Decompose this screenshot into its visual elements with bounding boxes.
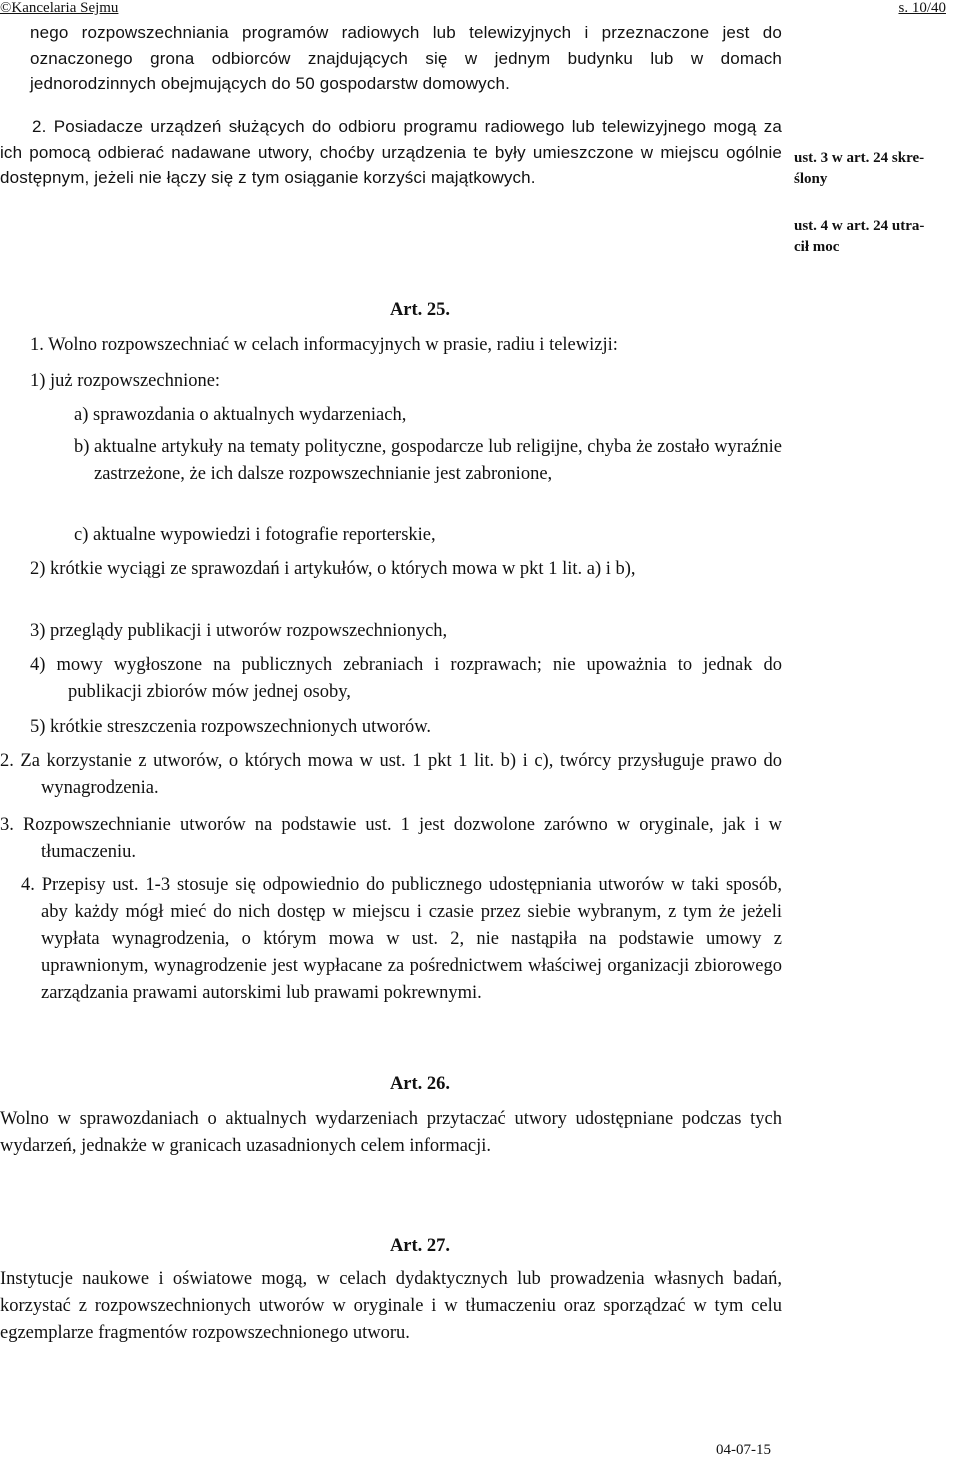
footer-date: 04-07-15: [716, 1442, 771, 1458]
art26-text: Wolno w sprawozdaniach o aktualnych wydarzeniach przytaczać utwory udostępniane podczas tych wydarzeń, jednakże w granicach uzasadnionych celem informacji.: [0, 1109, 782, 1156]
art25-pkt3: 3) przeglądy publikacji i utworów rozpowszechnionych,: [30, 621, 448, 641]
article-25-title: Art. 25.: [389, 300, 451, 320]
header-page-number: s. 10/40: [898, 0, 946, 16]
art27-text: Instytucje naukowe i oświatowe mogą, w celach dydaktycznych lub prowadzenia własnych badań, korzystać z rozpowszechnionych utworów w oryginale i w tłumaczeniu oraz sporządzać w tym celu egzemplarze fragmentów rozpowszechnionego utworu.: [0, 1269, 782, 1343]
art25-pkt4: 4) mowy wygłoszone na publicznych zebraniach i rozprawach; nie upoważnia to jednak do publikacji zbiorów mów jednej osoby,: [30, 655, 782, 702]
art25-pkt1-lit-a: a) sprawozdania o aktualnych wydarzeniach,: [74, 405, 407, 425]
art25-pkt2: 2) krótkie wyciągi ze sprawozdań i artykułów, o których mowa w pkt 1 lit. a) i b),: [30, 559, 636, 579]
article-26-title: Art. 26.: [389, 1074, 451, 1094]
art25-ust1: 1. Wolno rozpowszechniać w celach informacyjnych w prasie, radiu i telewizji:: [30, 335, 618, 355]
art25-pkt1: 1) już rozpowszechnione:: [30, 371, 221, 391]
art25-ust4: 4. Przepisy ust. 1-3 stosuje się odpowiednio do publicznego udostępniania utworów w taki sposób, aby każdy mógł mieć do nich dostęp w miejscu i czasie przez siebie wybranym, z tym że jeżeli wypłata wynagrodzenia, o którym mowa w ust. 2, nie nastąpiła na podstawie umowy z uprawnionym, wynagrodzenie jest wypłacane za pośrednictwem właściwej organizacji zbiorowego zarządzania prawami autorskimi lub prawami pokrewnymi.: [21, 875, 782, 1003]
paragraph-continuation: nego rozpowszechniania programów radiowych lub telewizyjnych i przeznaczone jest do oznaczonego grona odbiorców znajdujących się w jednym budynku lub w domach jednorodzinnych obejmujących do 50 gospodarstw domowych.: [30, 23, 782, 93]
art25-pkt5: 5) krótkie streszczenia rozpowszechnionych utworów.: [30, 717, 432, 737]
side-note-ust4: ust. 4 w art. 24 utra- cił moc: [794, 218, 925, 255]
art25-pkt1-lit-c: c) aktualne wypowiedzi i fotografie reporterskie,: [74, 525, 436, 545]
side-note-ust3: ust. 3 w art. 24 skre- ślony: [794, 150, 925, 187]
header-publisher: ©Kancelaria Sejmu: [0, 0, 119, 16]
paragraph-ust-2: 2. Posiadacze urządzeń służących do odbioru programu radiowego lub telewizyjnego mogą za ich pomocą odbierać nadawane utwory, choćby urządzenia te były umieszczone w miejscu ogólnie dostępnym, jeżeli nie łączy się z tym osiąganie korzyści majątkowych.: [0, 117, 782, 187]
art25-ust3: 3. Rozpowszechnianie utworów na podstawie ust. 1 jest dozwolone zarówno w oryginale, jak i w tłumaczeniu.: [0, 815, 782, 862]
art25-pkt1-lit-b: b) aktualne artykuły na tematy polityczne, gospodarcze lub religijne, chyba że zostało wyraźnie zastrzeżone, że ich dalsze rozpowszechnianie jest zabronione,: [74, 437, 782, 484]
article-27-title: Art. 27.: [389, 1236, 451, 1256]
art25-ust2: 2. Za korzystanie z utworów, o których mowa w ust. 1 pkt 1 lit. b) i c), twórcy przysługuje prawo do wynagrodzenia.: [0, 751, 782, 798]
